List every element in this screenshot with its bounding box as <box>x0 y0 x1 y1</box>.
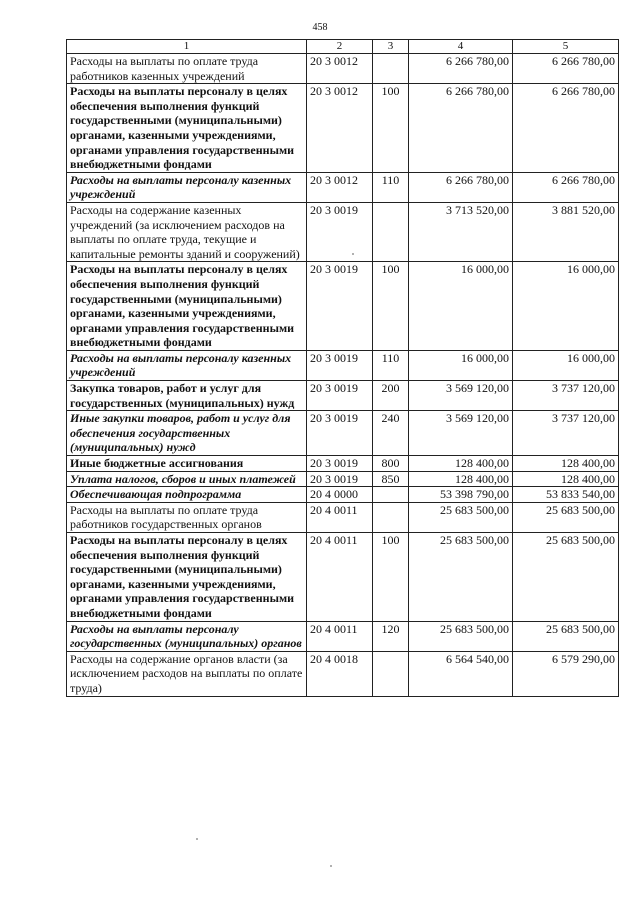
row-name-cell: Расходы на выплаты персоналу в целях обеспечения выполнения функций государственными (муниципальными) органами, казенными учреждениями, органами управления государственными внебюджетными фондами <box>67 262 307 351</box>
table-row <box>67 54 619 84</box>
row-expense-type-cell: 100 <box>373 533 409 622</box>
row-code-cell: 20 4 0018 <box>307 651 373 696</box>
row-code-cell: 20 3 0012 <box>307 172 373 202</box>
row-name-cell: Расходы на содержание казенных учреждений (за исключением расходов на выплаты по оплате труда, текущие и капитальные ремонты зданий и сооружений) <box>67 202 307 261</box>
row-expense-type-cell <box>373 502 409 532</box>
row-code-cell: 20 3 0019 <box>307 262 373 351</box>
row-amount-1-cell: 3 713 520,00 <box>409 202 513 261</box>
row-amount-1-cell: 6 266 780,00 <box>409 172 513 202</box>
row-amount-2-cell: 53 833 540,00 <box>513 487 619 503</box>
row-expense-type-cell: 110 <box>373 350 409 380</box>
row-expense-type-cell: 100 <box>373 84 409 173</box>
row-amount-1-cell: 6 266 780,00 <box>409 84 513 173</box>
row-amount-2-cell: 3 881 520,00 <box>513 202 619 261</box>
header-col-5: 5 <box>513 40 619 54</box>
scan-speck <box>196 838 198 840</box>
table-row <box>67 456 619 472</box>
row-name-cell: Расходы на выплаты персоналу государственных (муниципальных) органов <box>67 621 307 651</box>
row-name-cell: Расходы на выплаты персоналу казенных учреждений <box>67 172 307 202</box>
row-amount-1-cell: 25 683 500,00 <box>409 502 513 532</box>
row-amount-2-cell: 6 266 780,00 <box>513 54 619 84</box>
scan-speck <box>352 253 354 255</box>
scan-speck <box>330 865 332 867</box>
table-row <box>67 533 619 622</box>
row-amount-1-cell: 16 000,00 <box>409 350 513 380</box>
row-expense-type-cell: 240 <box>373 411 409 456</box>
row-amount-1-cell: 3 569 120,00 <box>409 411 513 456</box>
row-name-cell: Расходы на выплаты по оплате труда работников государственных органов <box>67 502 307 532</box>
row-amount-1-cell: 25 683 500,00 <box>409 621 513 651</box>
table-row <box>67 621 619 651</box>
row-amount-1-cell: 25 683 500,00 <box>409 533 513 622</box>
table-row <box>67 202 619 261</box>
row-amount-2-cell: 128 400,00 <box>513 456 619 472</box>
row-amount-1-cell: 3 569 120,00 <box>409 381 513 411</box>
row-code-cell: 20 3 0012 <box>307 84 373 173</box>
header-col-3: 3 <box>373 40 409 54</box>
table-row <box>67 381 619 411</box>
row-code-cell: 20 4 0011 <box>307 533 373 622</box>
row-name-cell: Расходы на содержание органов власти (за исключением расходов на выплаты по оплате труда) <box>67 651 307 696</box>
row-code-cell: 20 3 0019 <box>307 471 373 487</box>
row-amount-1-cell: 6 564 540,00 <box>409 651 513 696</box>
page-number: 458 <box>312 22 328 33</box>
table-row <box>67 487 619 503</box>
row-code-cell: 20 3 0019 <box>307 350 373 380</box>
row-name-cell: Иные закупки товаров, работ и услуг для обеспечения государственных (муниципальных) нужд <box>67 411 307 456</box>
row-expense-type-cell: 850 <box>373 471 409 487</box>
row-amount-2-cell: 128 400,00 <box>513 471 619 487</box>
row-amount-2-cell: 25 683 500,00 <box>513 502 619 532</box>
table-row <box>67 411 619 456</box>
row-name-cell: Уплата налогов, сборов и иных платежей <box>67 471 307 487</box>
table-row <box>67 350 619 380</box>
row-code-cell: 20 4 0011 <box>307 502 373 532</box>
row-amount-1-cell: 53 398 790,00 <box>409 487 513 503</box>
row-name-cell: Расходы на выплаты персоналу казенных учреждений <box>67 350 307 380</box>
table-row <box>67 471 619 487</box>
header-col-4: 4 <box>409 40 513 54</box>
header-col-2: 2 <box>307 40 373 54</box>
row-expense-type-cell <box>373 54 409 84</box>
budget-table <box>66 39 619 697</box>
row-amount-2-cell: 3 737 120,00 <box>513 411 619 456</box>
row-code-cell: 20 4 0011 <box>307 621 373 651</box>
row-name-cell: Расходы на выплаты по оплате труда работников казенных учреждений <box>67 54 307 84</box>
row-code-cell: 20 3 0019 <box>307 411 373 456</box>
row-amount-1-cell: 16 000,00 <box>409 262 513 351</box>
table-row <box>67 172 619 202</box>
row-amount-1-cell: 128 400,00 <box>409 456 513 472</box>
row-amount-2-cell: 3 737 120,00 <box>513 381 619 411</box>
row-amount-2-cell: 25 683 500,00 <box>513 533 619 622</box>
row-amount-2-cell: 16 000,00 <box>513 350 619 380</box>
row-amount-1-cell: 6 266 780,00 <box>409 54 513 84</box>
row-expense-type-cell: 110 <box>373 172 409 202</box>
table-row <box>67 84 619 173</box>
table-row <box>67 651 619 696</box>
row-code-cell: 20 3 0019 <box>307 202 373 261</box>
row-amount-2-cell: 25 683 500,00 <box>513 621 619 651</box>
row-amount-2-cell: 16 000,00 <box>513 262 619 351</box>
row-name-cell: Закупка товаров, работ и услуг для государственных (муниципальных) нужд <box>67 381 307 411</box>
row-amount-1-cell: 128 400,00 <box>409 471 513 487</box>
row-expense-type-cell: 120 <box>373 621 409 651</box>
row-code-cell: 20 4 0000 <box>307 487 373 503</box>
header-col-1: 1 <box>67 40 307 54</box>
table-header <box>67 40 619 54</box>
row-expense-type-cell <box>373 202 409 261</box>
row-expense-type-cell: 100 <box>373 262 409 351</box>
table-row <box>67 262 619 351</box>
row-amount-2-cell: 6 266 780,00 <box>513 172 619 202</box>
row-expense-type-cell: 800 <box>373 456 409 472</box>
row-name-cell: Расходы на выплаты персоналу в целях обеспечения выполнения функций государственными (муниципальными) органами, казенными учреждениями, органами управления государственными внебюджетными фондами <box>67 533 307 622</box>
header-row <box>67 40 619 54</box>
table-row <box>67 502 619 532</box>
row-name-cell: Обеспечивающая подпрограмма <box>67 487 307 503</box>
row-code-cell: 20 3 0019 <box>307 456 373 472</box>
row-expense-type-cell: 200 <box>373 381 409 411</box>
row-name-cell: Иные бюджетные ассигнования <box>67 456 307 472</box>
table-body <box>67 54 619 697</box>
row-amount-2-cell: 6 266 780,00 <box>513 84 619 173</box>
row-code-cell: 20 3 0012 <box>307 54 373 84</box>
row-amount-2-cell: 6 579 290,00 <box>513 651 619 696</box>
row-name-cell: Расходы на выплаты персоналу в целях обеспечения выполнения функций государственными (муниципальными) органами, казенными учреждениями, органами управления государственными внебюджетными фондами <box>67 84 307 173</box>
row-expense-type-cell <box>373 487 409 503</box>
row-code-cell: 20 3 0019 <box>307 381 373 411</box>
row-expense-type-cell <box>373 651 409 696</box>
